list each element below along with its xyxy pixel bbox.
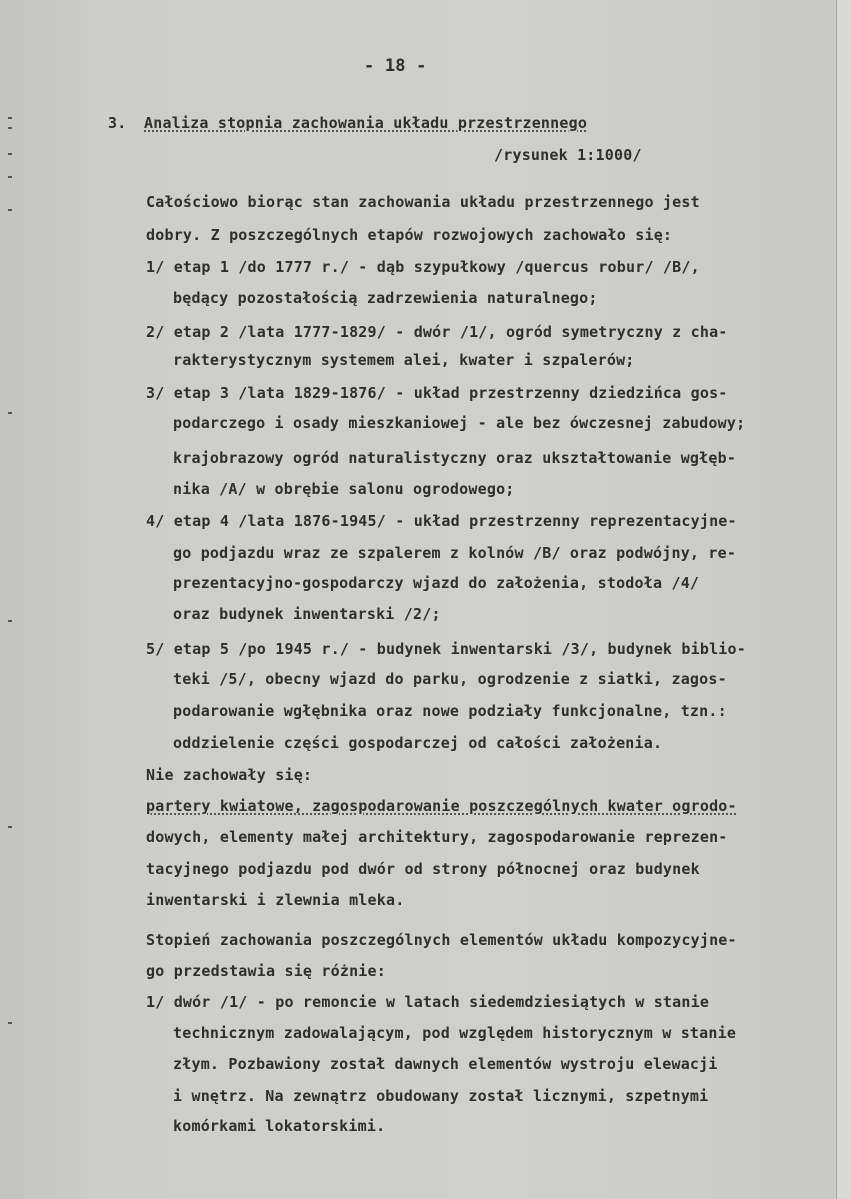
list-item-line: 4/ etap 4 /lata 1876-1945/ - układ przestrzenny reprezentacyjne- [146,512,737,530]
section-title: Analiza stopnia zachowania układu przestrzennego [144,114,588,132]
list-item-line: krajobrazowy ogród naturalistyczny oraz ukształtowanie wgłęb- [173,449,737,467]
paragraph-line: dobry. Z poszczególnych etapów rozwojowych zachowało się: [146,226,673,244]
list-item-line: prezentacyjno-gospodarczy wjazd do założenia, stodoła /4/ [173,574,700,592]
list-item-line: nika /A/ w obrębie salonu ogrodowego; [173,480,515,498]
page-edge [836,0,851,1199]
page-number: - 18 - [364,56,427,76]
list-item-line: technicznym zadowalającym, pod względem historycznym w stanie [173,1024,737,1042]
section-number: 3. [108,114,127,132]
margin-mark [8,176,12,178]
list-item-line: 2/ etap 2 /lata 1777-1829/ - dwór /1/, ogród symetryczny z cha- [146,323,728,341]
list-item-line: rakterystycznym systemem alei, kwater i szpalerów; [173,351,635,369]
list-item-line: złym. Pozbawiony został dawnych elementów wystroju elewacji [173,1055,718,1073]
margin-mark [8,127,12,129]
list-item-line: 3/ etap 3 /lata 1829-1876/ - układ przestrzenny dziedzińca gos- [146,384,728,402]
margin-mark [8,1022,12,1024]
section-subtitle: /rysunek 1:1000/ [494,146,642,164]
list-item-line: komórkami lokatorskimi. [173,1117,386,1135]
list-item-line: 1/ dwór /1/ - po remoncie w latach siedemdziesiątych w stanie [146,993,710,1011]
list-item-line: 5/ etap 5 /po 1945 r./ - budynek inwentarski /3/, budynek biblio- [146,640,746,658]
paragraph-line: Nie zachowały się: [146,766,313,784]
list-item-line: oraz budynek inwentarski /2/; [173,605,441,623]
paragraph-line: dowych, elementy małej architektury, zagospodarowanie reprezen- [146,828,728,846]
list-item-line: podarowanie wgłębnika oraz nowe podziały funkcjonalne, tzn.: [173,702,727,720]
list-item-line: podarczego i osady mieszkaniowej - ale bez ówczesnej zabudowy; [173,414,746,432]
margin-mark [8,826,12,828]
paragraph-line: go przedstawia się różnie: [146,962,386,980]
paragraph-line: Całościowo biorąc stan zachowania układu przestrzennego jest [146,193,700,211]
list-item-line: go podjazdu wraz ze szpalerem z kolnów /B/ oraz podwójny, re- [173,544,737,562]
paragraph-line: tacyjnego podjazdu pod dwór od strony północnej oraz budynek [146,860,700,878]
margin-mark [8,412,12,414]
list-item-line: i wnętrz. Na zewnątrz obudowany został licznymi, szpetnymi [173,1087,709,1105]
margin-mark [8,620,12,622]
list-item-line: oddzielenie części gospodarczej od całości założenia. [173,734,663,752]
margin-mark [8,117,12,119]
margin-mark [8,153,12,155]
paragraph-line: Stopień zachowania poszczególnych elementów układu kompozycyjne- [146,931,737,949]
margin-mark [8,209,12,211]
paragraph-line: partery kwiatowe, zagospodarowanie poszczególnych kwater ogrodo- [146,797,737,815]
list-item-line: będący pozostałością zadrzewienia naturalnego; [173,289,598,307]
paragraph-line: inwentarski i zlewnia mleka. [146,891,405,909]
list-item-line: 1/ etap 1 /do 1777 r./ - dąb szypułkowy /quercus robur/ /B/, [146,258,700,276]
list-item-line: teki /5/, obecny wjazd do parku, ogrodzenie z siatki, zagos- [173,670,727,688]
